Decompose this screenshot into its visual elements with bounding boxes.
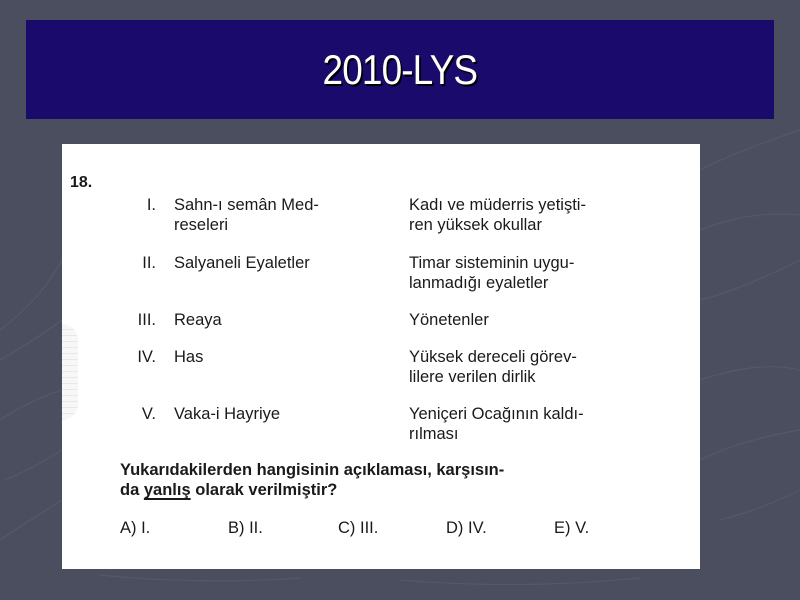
title-bar [26, 20, 774, 119]
prompt-line: Yukarıdakilerden hangisinin açıklaması, karşısın- [120, 461, 505, 479]
description-line: Timar sisteminin uygu- [409, 254, 575, 272]
description-cell [409, 347, 689, 387]
description-line: lilere verilen dirlik [409, 368, 536, 386]
prompt-word: da [120, 481, 140, 499]
description-line: Yeniçeri Ocağının kaldı- [409, 405, 584, 423]
description-line: Kadı ve müderris yetişti- [409, 196, 586, 214]
term-cell [174, 195, 394, 235]
term-line: reseleri [174, 216, 229, 234]
prompt-line [120, 480, 680, 500]
description-cell [409, 195, 689, 235]
term-cell [174, 310, 394, 330]
roman-numeral: III. [137, 311, 156, 329]
term-cell [174, 404, 394, 424]
description-line: Yönetenler [409, 311, 489, 329]
binder-decoration [62, 324, 78, 420]
term-line: Sahn-ı semân Med- [174, 196, 319, 214]
description-line: lanmadığı eyaletler [409, 274, 549, 292]
question-paper [62, 144, 700, 569]
roman-numeral: II. [142, 254, 156, 272]
roman-numeral: IV. [137, 348, 156, 366]
description-cell [409, 310, 689, 330]
option-d[interactable]: D) IV. [446, 519, 487, 537]
question-number: 18. [70, 174, 93, 191]
option-a[interactable]: A) I. [120, 519, 151, 537]
option-c[interactable]: C) III. [338, 519, 379, 537]
description-cell [409, 253, 689, 293]
roman-numeral: I. [146, 196, 156, 214]
description-cell [409, 404, 689, 444]
term-line: Has [174, 348, 204, 366]
emphasized-word: yanlış [143, 481, 191, 499]
prompt-word: olarak verilmiştir? [195, 481, 338, 499]
option-b[interactable]: B) II. [228, 519, 263, 537]
term-line: Vaka-i Hayriye [174, 405, 281, 423]
roman-numeral: V. [141, 405, 156, 423]
term-line: Reaya [174, 311, 222, 329]
term-cell [174, 253, 394, 273]
option-e[interactable]: E) V. [554, 519, 590, 537]
slide-title: 2010-LYS [322, 45, 478, 93]
description-line: rılması [409, 425, 459, 443]
term-cell [174, 347, 394, 367]
question-prompt [120, 460, 680, 500]
description-line: ren yüksek okullar [409, 216, 542, 234]
description-line: Yüksek dereceli görev- [409, 348, 577, 366]
term-line: Salyaneli Eyaletler [174, 254, 310, 272]
